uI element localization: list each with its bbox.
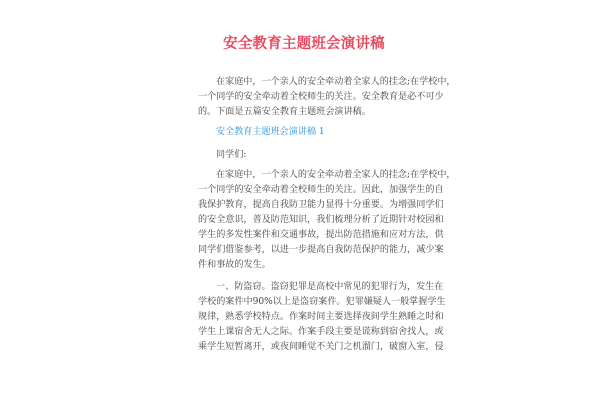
greeting: 同学们: <box>216 150 247 160</box>
document-title: 安全教育主题班会演讲稿 <box>223 35 385 52</box>
intro-line-1: 在家庭中，一个亲人的安全牵动着全家人的挂念;在学校中， <box>216 77 456 87</box>
intro-line-2: 一个同学的安全牵动着全校师生的关注。安全教育是必不可少 <box>198 92 444 102</box>
paragraph1-line-7: 件和事故的发生。 <box>198 260 271 270</box>
paragraph2-line-2: 学校的案件中90%以上是盗窃案件。犯罪嫌疑人一般掌握学生 <box>198 297 446 307</box>
paragraph2-line-1: 一、防盗窃。盗窃犯罪是高校中常见的犯罪行为，发生在 <box>216 282 444 292</box>
paragraph1-line-5: 学生的多发性案件和交通事故，提出防范措施和应对方法，供 <box>198 230 444 240</box>
paragraph2-line-4: 学生上课宿舍无人之际。作案手段主要是谎称到宿舍找人，或 <box>198 327 444 337</box>
paragraph1-line-4: 的安全意识，普及防范知识，我们梳理分析了近期针对校园和 <box>198 215 444 225</box>
intro-line-3: 的。下面是五篇安全教育主题班会演讲稿。 <box>198 107 371 117</box>
paragraph1-line-3: 我保护教育，提高自我防卫能力显得十分重要。为增强同学们 <box>198 200 444 210</box>
paragraph1-line-1: 在家庭中，一个亲人的安全牵动着全家人的挂念;在学校中， <box>216 170 456 180</box>
paragraph2-line-3: 规律，熟悉学校特点。作案时间主要选择夜间学生熟睡之时和 <box>198 312 444 322</box>
paragraph1-line-6: 同学们借鉴参考，以进一步提高自我防范保护的能力，减少案 <box>198 245 444 255</box>
paragraph1-line-2: 一个同学的安全牵动着全校师生的关注。因此，加强学生的自 <box>198 185 444 195</box>
section-heading: 安全教育主题班会演讲稿 1 <box>216 127 325 137</box>
paragraph2-line-5: 乘学生短暂离开，或夜间睡觉不关门之机溜门，破窗入室，侵 <box>198 342 444 352</box>
